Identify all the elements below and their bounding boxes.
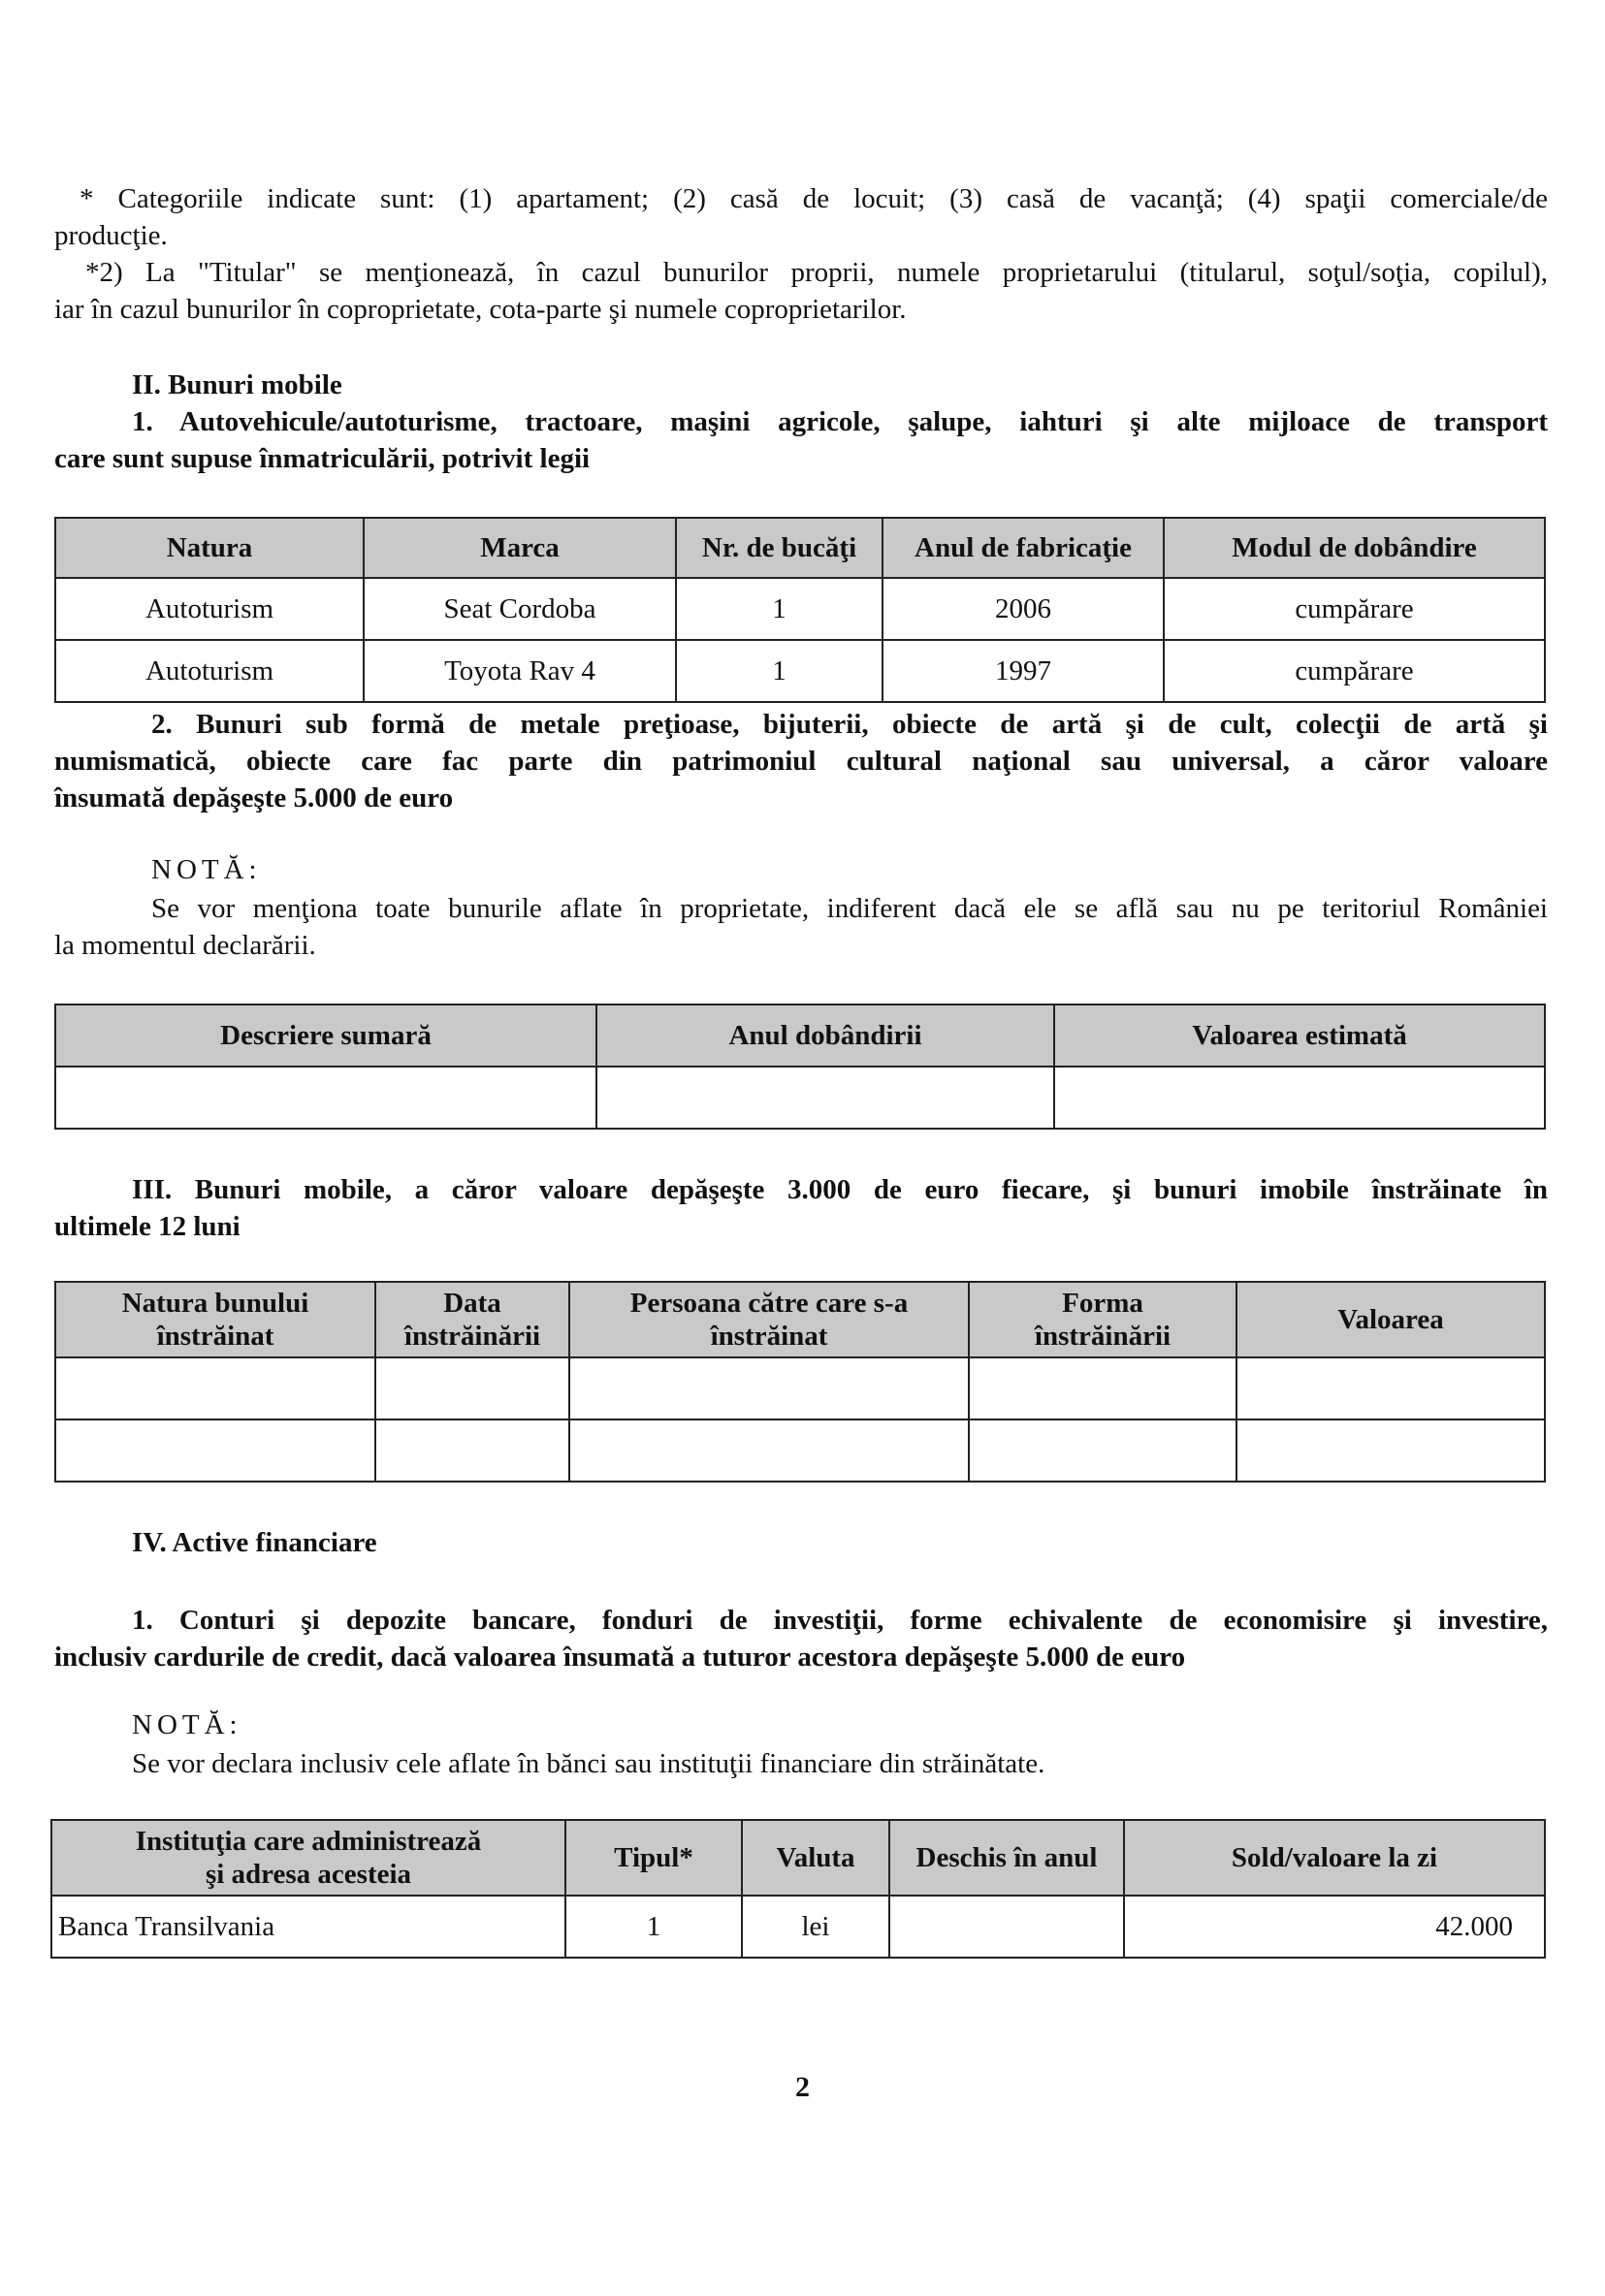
- header-line: Data: [443, 1288, 501, 1319]
- accounts-table-header-row: [51, 1820, 1545, 1896]
- header-sold-valoare: Sold/valoare la zi: [1124, 1820, 1545, 1896]
- cell-institutia: Banca Transilvania: [51, 1896, 565, 1958]
- footnote-titular-line2: iar în cazul bunurilor în coproprietate, cota-parte şi numele coproprietarilor.: [54, 294, 907, 325]
- cell: [375, 1357, 569, 1419]
- page-number: 2: [795, 2071, 810, 2103]
- cell: [1236, 1357, 1545, 1419]
- header-descriere-sumara: Descriere sumară: [55, 1004, 596, 1067]
- nota-text-line2: la momentul declarării.: [54, 930, 316, 961]
- section-heading-active-financiare: IV. Active financiare: [132, 1527, 377, 1558]
- cell-nr-bucati: 1: [676, 578, 883, 640]
- cell-anul: [596, 1067, 1054, 1129]
- table-row: [55, 640, 1545, 702]
- subsection-bunuri-pretioase-line1: 2. Bunuri sub formă de metale preţioase, bijuterii, obiecte de artă şi de cult, colecţii de artă şi: [151, 709, 1548, 740]
- valuables-table: [54, 1004, 1546, 1130]
- footnote-categorii-text1: * Categoriile indicate sunt: (1) apartament; (2) casă de locuit; (3) casă de vacanţă; (4) spaţii comerciale/de: [80, 183, 1548, 214]
- header-line: înstrăinării: [1034, 1321, 1172, 1352]
- subsection-bunuri-pretioase-line2: numismatică, obiecte care fac parte din patrimoniul cultural naţional sau universal, a căror valoare: [54, 746, 1548, 777]
- section-heading-bunuri-mobile: II. Bunuri mobile: [132, 369, 342, 400]
- cell-natura: Autoturism: [55, 578, 364, 640]
- header-anul-fabricatie: Anul de fabricaţie: [883, 518, 1164, 578]
- cell-sold: 42.000: [1124, 1896, 1545, 1958]
- cell: [969, 1419, 1236, 1482]
- header-tipul: Tipul*: [565, 1820, 742, 1896]
- cell-marca: Seat Cordoba: [364, 578, 676, 640]
- header-marca: Marca: [364, 518, 676, 578]
- header-line: înstrăinat: [156, 1321, 274, 1352]
- header-line: Persoana către care s-a: [629, 1288, 909, 1319]
- header-valoarea: [1236, 1282, 1545, 1357]
- header-line: Valoarea: [1337, 1304, 1444, 1335]
- alienated-table-header-row: [55, 1282, 1545, 1357]
- header-institutia: [51, 1820, 565, 1896]
- section-heading-bunuri-instrainate-line2: ultimele 12 luni: [54, 1211, 241, 1242]
- cell: [55, 1419, 375, 1482]
- valuables-table-header-row: [55, 1004, 1545, 1067]
- subsection-autovehicule-line1: 1. Autovehicule/autoturisme, tractoare, maşini agricole, şalupe, iahturi şi alte mijloace de transport: [132, 406, 1548, 437]
- nota-text-line1: Se vor declara inclusiv cele aflate în bănci sau instituţii financiare din străinătate.: [132, 1748, 1045, 1779]
- cell-nr-bucati: 1: [676, 640, 883, 702]
- subsection-bunuri-pretioase-line3: însumată depăşeşte 5.000 de euro: [54, 782, 454, 813]
- cell-valuta: lei: [742, 1896, 889, 1958]
- header-line: Natura bunului: [121, 1288, 309, 1319]
- header-data-instrainarii: [375, 1282, 569, 1357]
- vehicles-table-header-row: [55, 518, 1545, 578]
- section-heading-bunuri-instrainate-line1: III. Bunuri mobile, a căror valoare depăşeşte 3.000 de euro fiecare, şi bunuri imobile înstrăinate în: [132, 1174, 1548, 1205]
- header-modul-dobandire: Modul de dobândire: [1164, 518, 1545, 578]
- footnote-categorii-line2: producţie.: [54, 220, 168, 251]
- header-forma-instrainarii: [969, 1282, 1236, 1357]
- cell-anul-fabricatie: 2006: [883, 578, 1164, 640]
- header-persoana: [569, 1282, 969, 1357]
- header-valuta: Valuta: [742, 1820, 889, 1896]
- cell-marca: Toyota Rav 4: [364, 640, 676, 702]
- subsection-conturi-line2: inclusiv cardurile de credit, dacă valoarea însumată a tuturor acestora depăşeşte 5.000 de euro: [54, 1642, 1186, 1673]
- table-row: [51, 1896, 1545, 1958]
- table-row: [55, 1419, 1545, 1482]
- bank-accounts-table: [50, 1819, 1546, 1959]
- header-nr-bucati: Nr. de bucăţi: [676, 518, 883, 578]
- header-line: şi adresa acesteia: [205, 1859, 412, 1890]
- header-valoarea-estimata: Valoarea estimată: [1054, 1004, 1545, 1067]
- header-line: Instituţia care administrează: [135, 1826, 482, 1857]
- footnote-categorii-line1: [54, 180, 1548, 217]
- table-row: [55, 1357, 1545, 1419]
- subsection-conturi-line1: 1. Conturi şi depozite bancare, fonduri de investiţii, forme echivalente de economisire şi investire,: [132, 1605, 1548, 1636]
- alienated-assets-table: [54, 1281, 1546, 1483]
- header-natura: Natura: [55, 518, 364, 578]
- header-line: înstrăinat: [710, 1321, 828, 1352]
- cell: [375, 1419, 569, 1482]
- nota-label: NOTĂ:: [151, 854, 262, 885]
- cell: [55, 1357, 375, 1419]
- footnote-titular-line1: *2) La "Titular" se menţionează, în cazul bunurilor proprii, numele proprietarului (titularul, soţul/soţia, copilul),: [85, 257, 1548, 288]
- subsection-autovehicule-line2: care sunt supuse înmatriculării, potrivit legii: [54, 443, 591, 474]
- table-row: [55, 1067, 1545, 1129]
- cell-valoarea: [1054, 1067, 1545, 1129]
- cell-natura: Autoturism: [55, 640, 364, 702]
- cell-modul-dobandire: cumpărare: [1164, 578, 1545, 640]
- cell-modul-dobandire: cumpărare: [1164, 640, 1545, 702]
- cell: [969, 1357, 1236, 1419]
- header-line: Forma: [1062, 1288, 1143, 1319]
- table-row: [55, 578, 1545, 640]
- nota-text-line1: Se vor menţiona toate bunurile aflate în proprietate, indiferent dacă ele se află sau nu pe teritoriul României: [151, 893, 1548, 924]
- cell-tipul: 1: [565, 1896, 742, 1958]
- cell: [569, 1419, 969, 1482]
- nota-label: NOTĂ:: [132, 1709, 242, 1740]
- header-natura-bunului: [55, 1282, 375, 1357]
- header-deschis-in-anul: Deschis în anul: [889, 1820, 1124, 1896]
- vehicles-table: [54, 517, 1546, 703]
- cell-deschis: [889, 1896, 1124, 1958]
- cell-descriere: [55, 1067, 596, 1129]
- header-line: înstrăinării: [403, 1321, 541, 1352]
- cell-anul-fabricatie: 1997: [883, 640, 1164, 702]
- cell: [569, 1357, 969, 1419]
- header-anul-dobandirii: Anul dobândirii: [596, 1004, 1054, 1067]
- cell: [1236, 1419, 1545, 1482]
